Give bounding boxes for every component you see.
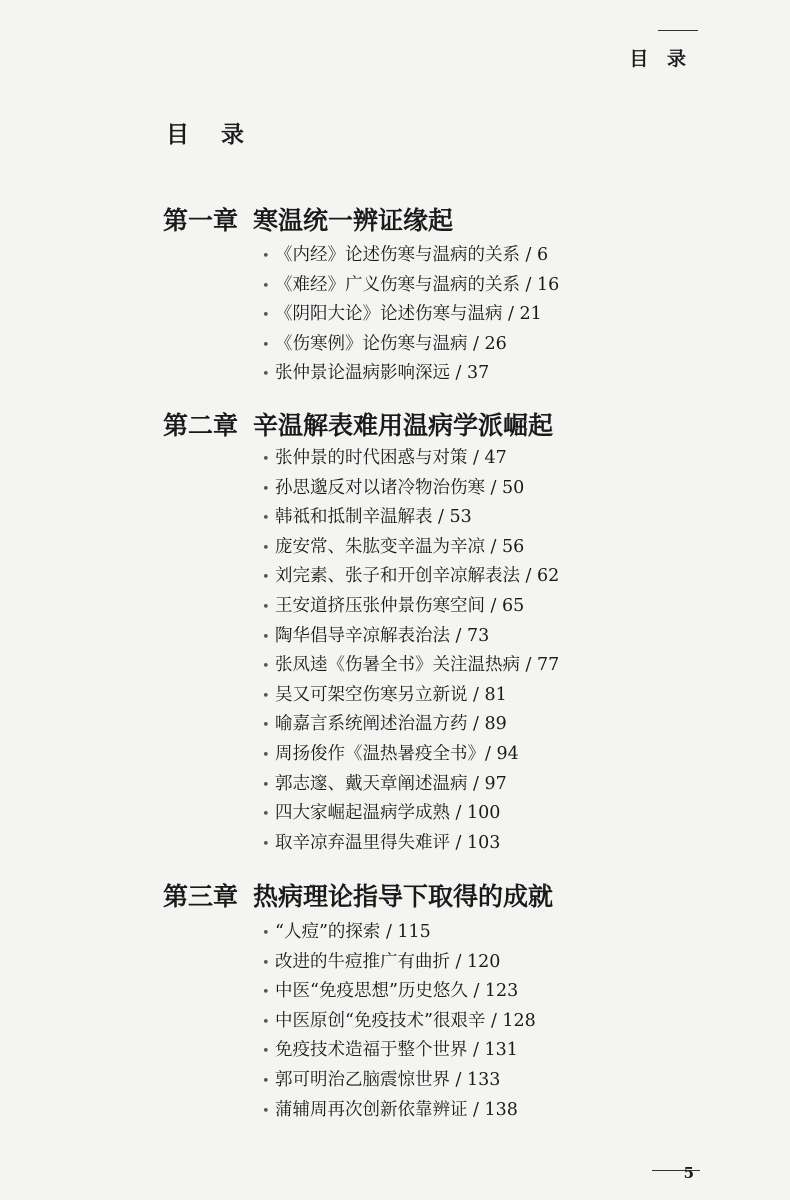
toc-title: 目 录: [166, 121, 257, 148]
toc-entry-text: 《内经》论述伤寒与温病的关系 / 6: [275, 245, 549, 265]
bullet-icon: •: [262, 659, 270, 675]
bullet-icon: •: [262, 481, 270, 497]
toc-entry: [262, 829, 559, 859]
page-number: 5: [683, 1164, 694, 1182]
toc-entry: [262, 1036, 536, 1066]
toc-entry-text: 张仲景的时代困惑与对策 / 47: [275, 448, 507, 468]
toc-entry-text: 四大家崛起温病学成熟 / 100: [275, 803, 501, 824]
toc-entry-text: 郭志邃、戴天章阐述温病 / 97: [275, 773, 507, 794]
toc-entry-text: 孙思邈反对以诸冷物治伤寒 / 50: [275, 477, 525, 498]
bullet-icon: •: [262, 1103, 270, 1119]
bullet-icon: •: [262, 836, 270, 852]
toc-entry-text: 改进的牛痘推广有曲折 / 120: [275, 951, 501, 972]
toc-entry: [262, 533, 559, 563]
bullet-icon: •: [262, 985, 270, 1001]
bullet-icon: •: [262, 1044, 270, 1060]
toc-entry-text: 陶华倡导辛凉解表治法 / 73: [275, 625, 490, 646]
toc-entry: [262, 710, 559, 740]
chapter-title: 辛温解表难用温病学派崛起: [253, 411, 554, 440]
bullet-icon: •: [262, 452, 270, 467]
toc-entry: [262, 300, 559, 330]
bullet-icon: •: [262, 367, 270, 383]
bullet-icon: •: [262, 629, 270, 645]
toc-entry: [262, 241, 559, 271]
chapter-entries: [262, 241, 559, 389]
toc-entry: [262, 1066, 536, 1096]
chapter-entries: [262, 918, 536, 1125]
toc-entry-text: 周扬俊作《温热暑疫全书》/ 94: [275, 743, 519, 764]
toc-entry-text: 《伤寒例》论伤寒与温病 / 26: [275, 333, 507, 354]
chapter-title: 热病理论指导下取得的成就: [253, 882, 554, 911]
toc-entry: [262, 651, 559, 681]
bullet-icon: •: [262, 688, 270, 704]
toc-entry-text: 韩祗和抵制辛温解表 / 53: [275, 507, 472, 528]
chapter-heading: [163, 406, 553, 442]
toc-entry: [262, 562, 559, 592]
toc-entry: [262, 977, 536, 1007]
toc-entry: [262, 592, 559, 622]
toc-entry-text: 中医“免疫思想”历史悠久 / 123: [275, 981, 519, 1002]
toc-entry-text: 吴又可架空伤寒另立新说 / 81: [275, 684, 507, 705]
toc-entry-text: 《阴阳大论》论述伤寒与温病 / 21: [275, 304, 542, 325]
toc-entry-text: 郭可明治乙脑震惊世界 / 133: [275, 1069, 501, 1090]
bullet-icon: •: [262, 599, 270, 615]
bullet-icon: •: [262, 249, 270, 264]
chapter-label: 第三章: [163, 882, 239, 911]
chapter-heading: [163, 201, 453, 237]
toc-entry: [262, 918, 536, 948]
toc-entry: [262, 474, 559, 504]
bullet-icon: •: [262, 955, 270, 971]
toc-entry: [262, 681, 559, 711]
toc-entry: [262, 503, 559, 533]
toc-entry: [262, 799, 559, 829]
toc-entry-text: 取辛凉弃温里得失难评 / 103: [275, 832, 501, 853]
toc-entry-text: 喻嘉言系统阐述治温方药 / 89: [275, 714, 507, 735]
toc-entry-text: 王安道挤压张仲景伤寒空间 / 65: [275, 595, 525, 616]
running-head-rule: [658, 30, 698, 31]
toc-entry: [262, 1096, 536, 1126]
toc-entry: [262, 622, 559, 652]
toc-entry-text: 《难经》广义伤寒与温病的关系 / 16: [275, 274, 560, 295]
running-head: 目 录: [629, 48, 692, 70]
toc-entry-text: 免疫技术造福于整个世界 / 131: [275, 1040, 518, 1061]
toc-entry-text: 庞安常、朱肱变辛温为辛凉 / 56: [275, 536, 525, 557]
bullet-icon: •: [262, 337, 270, 353]
toc-entry: [262, 271, 559, 301]
toc-entry: [262, 330, 559, 360]
toc-entry: [262, 1007, 536, 1037]
toc-entry: [262, 444, 559, 474]
bullet-icon: •: [262, 278, 270, 294]
toc-entry-text: 中医原创“免疫技术”很艰辛 / 128: [275, 1010, 536, 1031]
bullet-icon: •: [262, 1014, 270, 1030]
chapter-title: 寒温统一辨证缘起: [253, 206, 454, 235]
bullet-icon: •: [262, 570, 270, 586]
bullet-icon: •: [262, 747, 270, 763]
bullet-icon: •: [262, 926, 270, 941]
toc-entry: [262, 948, 536, 978]
toc-entry: [262, 740, 559, 770]
toc-entry-text: 刘完素、张子和开创辛凉解表法 / 62: [275, 566, 560, 587]
toc-entry-text: 张凤逵《伤暑全书》关注温热病 / 77: [275, 655, 560, 676]
chapter-heading: [163, 877, 553, 913]
bullet-icon: •: [262, 777, 270, 793]
bullet-icon: •: [262, 718, 270, 734]
toc-entry-text: 张仲景论温病影响深远 / 37: [275, 363, 490, 384]
bullet-icon: •: [262, 308, 270, 324]
toc-entry: [262, 770, 559, 800]
toc-entry-text: “人痘”的探索 / 115: [275, 922, 431, 942]
bullet-icon: •: [262, 511, 270, 527]
bullet-icon: •: [262, 807, 270, 823]
toc-entry-text: 蒲辅周再次创新依靠辨证 / 138: [275, 1099, 518, 1120]
chapter-entries: [262, 444, 559, 858]
chapter-label: 第一章: [163, 206, 239, 235]
bullet-icon: •: [262, 540, 270, 556]
bullet-icon: •: [262, 1073, 270, 1089]
chapter-label: 第二章: [163, 411, 239, 440]
toc-entry: [262, 359, 559, 389]
